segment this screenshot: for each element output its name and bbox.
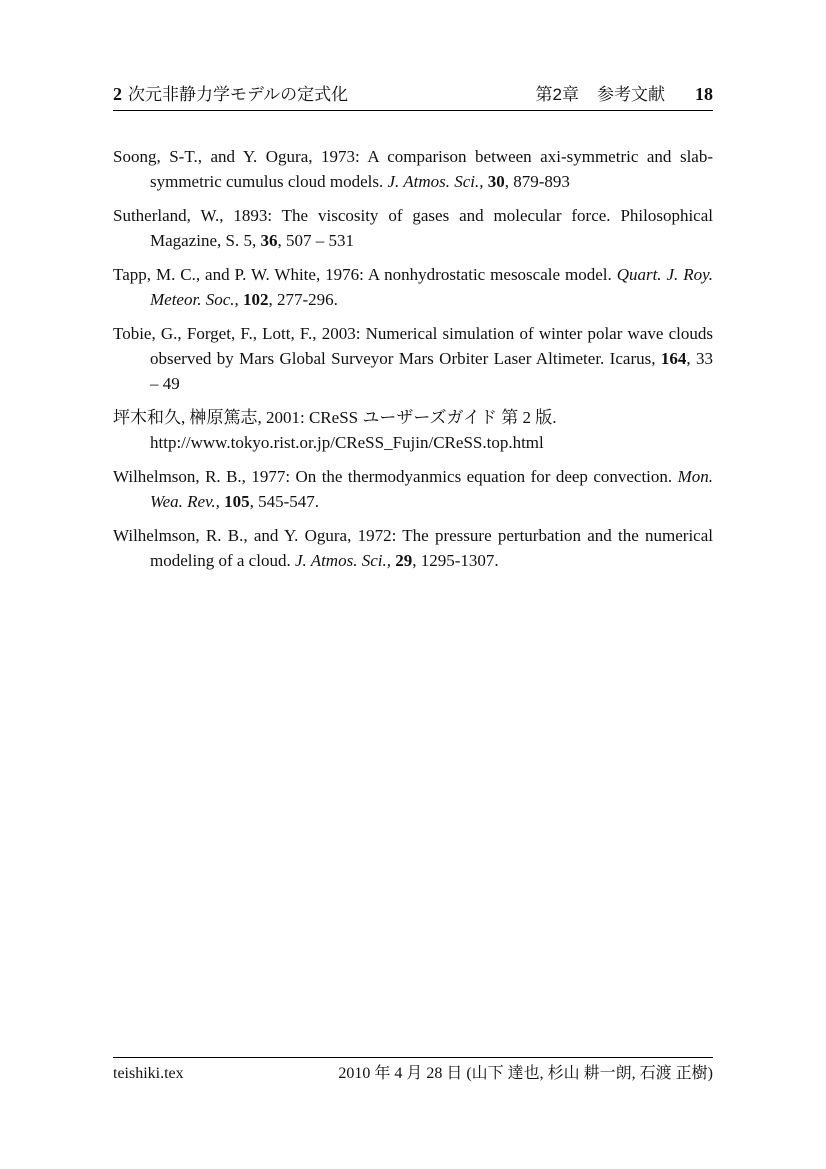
reference-entry-soong-1973: [113, 144, 713, 194]
reference-text: Wilhelmson, R. B., and Y. Ogura, 1972: The pressure perturbation and the numerical modeling of a cloud.: [113, 526, 713, 570]
section-number: 2: [113, 84, 122, 104]
page-range: , 277-296.: [268, 290, 338, 309]
reference-entry-tsuboki-2001: [113, 405, 713, 455]
reference-entry-sutherland-1893: [113, 203, 713, 253]
reference-text: Sutherland, W., 1893: The viscosity of gases and molecular force. Philosophical Magazine, S. 5,: [113, 206, 713, 250]
page-number: 18: [695, 84, 713, 104]
reference-list: [113, 144, 713, 582]
page-range: , 507 – 531: [277, 231, 354, 250]
page-header: [113, 84, 713, 111]
page-footer: [113, 1057, 713, 1084]
volume-number: 102: [243, 290, 269, 309]
page-range: , 879-893: [504, 172, 570, 191]
date-and-authors: 2010 年 4 月 28 日 (山下 達也, 杉山 耕一朗, 石渡 正樹): [338, 1065, 713, 1082]
reference-text: Soong, S-T., and Y. Ogura, 1973: A comparison between axi-symmetric and slab-symmetric cumulus cloud models.: [113, 147, 713, 191]
journal-name: J. Atmos. Sci.,: [294, 551, 396, 570]
chapter-label: 第2章: [535, 85, 579, 104]
reference-text: 坪木和久, 榊原篤志, 2001: CReSS ユーザーズガイド 第 2 版.: [113, 408, 557, 427]
reference-entry-wilhelmson-ogura-1972: [113, 523, 713, 573]
page-range: , 545-547.: [249, 492, 320, 511]
running-head-left: [113, 84, 348, 105]
reference-url-link[interactable]: http://www.tokyo.rist.or.jp/CReSS_Fujin/CReSS.top.html: [150, 433, 544, 452]
chapter-title: 参考文献: [597, 85, 665, 104]
volume-number: 29: [395, 551, 413, 570]
journal-name: Quart. J. Roy. Meteor. Soc.,: [150, 265, 713, 309]
volume-number: 105: [224, 492, 250, 511]
reference-entry-wilhelmson-1977: [113, 464, 713, 514]
reference-text: Tapp, M. C., and P. W. White, 1976: A nonhydrostatic mesoscale model.: [113, 265, 617, 284]
volume-number: 30: [487, 172, 505, 191]
reference-text: Tobie, G., Forget, F., Lott, F., 2003: Numerical simulation of winter polar wave clouds observed by Mars Global Surveyor Mars Orbiter Laser Altimeter. Icarus,: [113, 324, 713, 368]
reference-text: Wilhelmson, R. B., 1977: On the thermodyanmics equation for deep convection.: [113, 467, 678, 486]
reference-entry-tapp-white-1976: [113, 262, 713, 312]
journal-name: Mon. Wea. Rev.,: [150, 467, 713, 511]
section-title: 次元非静力学モデルの定式化: [128, 85, 349, 104]
volume-number: 164: [660, 349, 687, 368]
page-range: , 33 – 49: [150, 349, 713, 393]
journal-name: J. Atmos. Sci.,: [387, 172, 488, 191]
reference-entry-tobie-2003: [113, 321, 713, 396]
source-filename: teishiki.tex: [113, 1065, 184, 1082]
volume-number: 36: [260, 231, 278, 250]
running-head-right: [536, 84, 713, 105]
page-range: , 1295-1307.: [412, 551, 499, 570]
